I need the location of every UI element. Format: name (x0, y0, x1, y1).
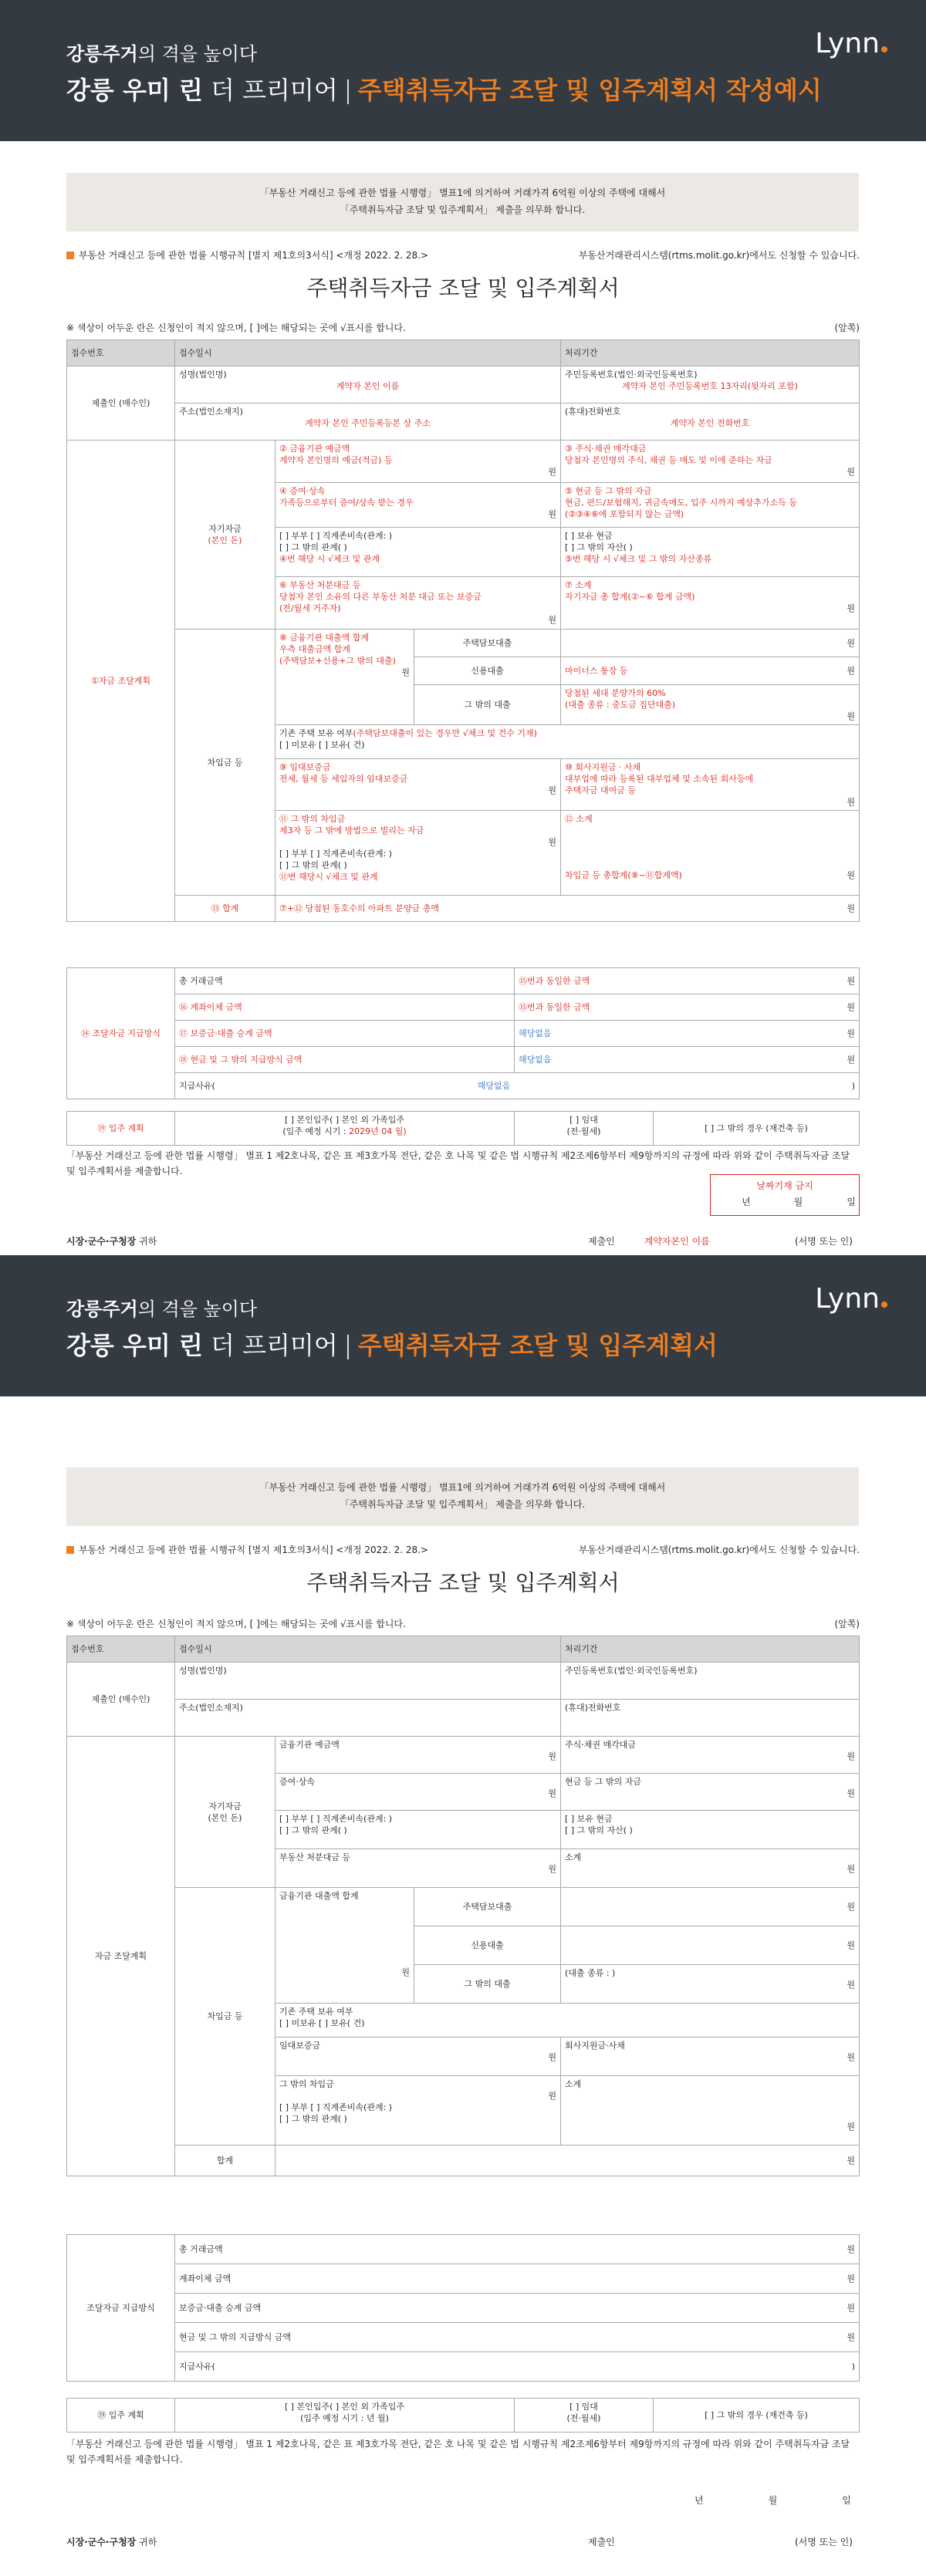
sign-note-2: (서명 또는 인) (795, 2537, 853, 2547)
header-title: 강릉 우미 린 더 프리미어 주택취득자금 조달 및 입주계획서 작성예시 (66, 76, 822, 105)
header-tagline: 강릉주거의 격을 높이다 (66, 43, 258, 65)
form-title: 주택취득자금 조달 및 입주계획서 (306, 275, 620, 301)
declaration-text-2: 「부동산 거래신고 등에 관한 법률 시행령」 별표 1 제2호나목, 같은 표 제3호가목 전단, 같은 호 나목 및 같은 법 시행규칙 제2조제6항부터 제9항까지의 규정에 따라 위와 같이 주택취득자금 조달 및 입주계획서를 제출합니다. (66, 2439, 850, 2465)
notice-box-2: 「부동산 거래신고 등에 관한 법률 시행령」 별표1에 의거하여 거래가격 6억원 이상의 주택에 대해서 「주택취득자금 조달 및 입주계획서」 제출을 의무화 합니다. (66, 1467, 859, 1526)
form-table-blank: 접수번호 접수일시 처리기간 제출인 (매수인) 성명(법인명) 주민등록번호(법인·외국인등록번호) 주소(법인소재지) (휴대)전화번호 자금 조달계획 자기자금 (본인 돈) 금융기관 예금액 원 주식·채권 매각대금 원 증여·상속 원 현금 등 그 밖의 자금 원 [ ] 부부 [ ] 직계존비속(관계: ) [ ] 그 밖의 관계( ) [ ] 보유 현금 [ ] 그 밖의 자산( ) 부동산 처분대금 등 원 소계 원 차입금 등 금융기관 대출액 합계 원 주택담보대출 원 신용대출 원 그 밖의 대출 (대출 종류 : ) 원 기존 주택 보유 여부 [ ] 미보유 [ ] 보유( 건) 임대보증금 원 회사지원금·사채 원 그 밖의 차입금 원 [ ] 부부 [ ] 직계존비속(관계: ) [ ] 그 밖의 관계( ) 소계 원 합계 원 (66, 1636, 860, 2176)
law-reference-2: 부동산 거래신고 등에 관한 법률 시행규칙 [별지 제1호의3서식] <개정 2022. 2. 28.> (66, 1543, 428, 1556)
form-page-side: (앞쪽) (834, 322, 860, 333)
movein-table-example: ⑲ 입주 계획 [ ] 본인입주( ] 본인 외 가족입주 (입주 예정 시기 : 2029년 04 월) [ ] 임대 (전·월세) [ ] 그 밖의 경우 (재건축 등) (66, 1111, 860, 1146)
law-reference: 부동산 거래신고 등에 관한 법률 시행규칙 [별지 제1호의3서식] <개정 2022. 2. 28.> (66, 248, 428, 262)
form-table-example: 접수번호 접수일시 처리기간 제출인 (매수인) 성명(법인명) 계약자 본인 이름 주민등록번호(법인·외국인등록번호) 계약자 본인 주민등록번호 13자리(뒷자리 포함) 주소(법인소재지) 계약자 본인 주민등록등본 상 주소 (휴대)전화번호 계약자 본인 전화번호 ①자금 조달계획 자기자금 (본인 돈) ② 금융기관 예금액 계약자 본인명의 예금(적금) 등 원 ③ 주식·채권 매각대금 당첨자 본인명의 주식, 채권 등 매도 및 이에 준하는 자금 원 ④ 증여·상속 가족등으로부터 증여/상속 받는 경우 원 ⑤ 현금 등 그 밖의 자금 현금, 펀드/보험해지, 귀금속매도, 입주 시까지 예상추가소득 등 (②③④⑥에 포함되지 않는 금액) [ ] 부부 [ ] 직계존비속(관계: ) [ ] 그 밖의 관계( ) ④번 해당 시 √체크 및 관계 [ ] 보유 현금 [ ] 그 밖의 자산( ) ⑤번 해당 시 √체크 및 그 밖의 자산종류 ⑥ 부동산 처분대금 등 당첨자 본인 소유의 다른 부동산 처분 대금 또는 보증금 (전/월세 거주자) 원 ⑦ 소계 자기자금 총 합계(②~⑥ 합계 금액) 원 차입금 등 ⑧ 금융기관 대출액 합계 우측 대출금액 합계 (주택담보+신용+그 밖의 대출) 원 주택담보대출 원 신용대출 마이너스 통장 등 원 그 밖의 대출 당첨된 세대 분양가의 60% (대출 종류 : 중도금 집단대출) 원 기존 주택 보유 여부(주택담보대출이 있는 경우만 √체크 및 건수 기재) [ ] 미보유 [ ] 보유( 건) ⑨ 임대보증금 전세, 월세 등 세입자의 임대보증금 원 ⑩ 회사지원금 · 사채 대부업에 따라 등록된 대부업체 및 소속된 회사등에 주택자금 대여금 등 원 ⑪ 그 밖의 차입금 제3자 등 그 밖에 방법으로 빌리는 자금 원 [ ] 부부 [ ] 직계존비속(관계: ) [ ] 그 밖의 관계( ) ⑪번 해당시 √체크 및 관계 ⑫ 소계 차입금 등 총합계(⑧~⑪합계액) 원 ⑬ 합계 ⑦+⑫ 당첨된 동호수의 아파트 분양금 총액 원 (66, 339, 860, 922)
declaration-text: 「부동산 거래신고 등에 관한 법률 시행령」 별표 1 제2호나목, 같은 표 제3호가목 전단, 같은 호 나목 및 같은 법 시행규칙 제2조제6항부터 제9항까지의 규정에 따라 위와 같이 주택취득자금 조달 및 입주계획서를 제출합니다. (66, 1150, 850, 1177)
movein-table-blank: ⑲ 입주 계획 [ ] 본인입주( ] 본인 외 가족입주 (입주 예정 시기 : 년 월) [ ] 임대 (전·월세) [ ] 그 밖의 경우 (재건축 등) (66, 2398, 860, 2433)
submitter-sign: 제출인 계약자본인 이름 (588, 1236, 710, 1247)
header-banner-1 (0, 0, 926, 141)
site-reference: 부동산거래관리시스템(rtms.molit.go.kr)에서도 신청할 수 있습니다. (578, 250, 860, 261)
submitter-sign-2: 제출인 (588, 2537, 615, 2547)
no-date-box: 날짜기재 금지 년 월 일 (710, 1174, 860, 1216)
lynn-logo: Lynn (815, 28, 887, 59)
form-page-side-2: (앞쪽) (834, 1619, 860, 1629)
header-tagline-2: 강릉주거의 격을 높이다 (66, 1298, 258, 1320)
site-reference-2: 부동산거래관리시스템(rtms.molit.go.kr)에서도 신청할 수 있습니다. (578, 1545, 860, 1555)
payment-table-example: ⑭ 조달자금 지급방식 총 거래금액 ⑮번과 동일한 금액 원 ⑯ 계좌이체 금액 ⑮번과 동일한 금액 원 ⑰ 보증금·대출 승계 금액 해당없음 원 ⑱ 현금 및 그 밖의 지급방식 금액 해당없음 원 지급사유( 해당없음 ) (66, 967, 860, 1099)
form-hint-2: ※ 색상이 어두운 란은 신청인이 적지 않으며, [ ]에는 해당되는 곳에 √표시를 합니다. (66, 1619, 406, 1629)
form-hint: ※ 색상이 어두운 란은 신청인이 적지 않으며, [ ]에는 해당되는 곳에 √표시를 합니다. (66, 322, 406, 333)
addressee-2: 시장·군수·구청장 귀하 (66, 2537, 157, 2547)
payment-table-blank: 조달자금 지급방식 총 거래금액 원 계좌이체 금액 원 보증금·대출 승계 금액 원 현금 및 그 밖의 지급방식 금액 원 지급사유( ) (66, 2234, 860, 2382)
header-title-2: 강릉 우미 린 더 프리미어 주택취득자금 조달 및 입주계획서 (66, 1331, 718, 1360)
sign-note: (서명 또는 인) (795, 1236, 853, 1247)
date-line: 년 월 일 (694, 2495, 851, 2506)
addressee: 시장·군수·구청장 귀하 (66, 1236, 157, 1247)
form-title-2: 주택취득자금 조달 및 입주계획서 (306, 1570, 620, 1595)
lynn-logo-2: Lynn (815, 1283, 887, 1315)
notice-box: 「부동산 거래신고 등에 관한 법률 시행령」 별표1에 의거하여 거래가격 6억원 이상의 주택에 대해서 「주택취득자금 조달 및 입주계획서」 제출을 의무화 합니다. (66, 173, 859, 231)
header-banner-2 (0, 1255, 926, 1396)
